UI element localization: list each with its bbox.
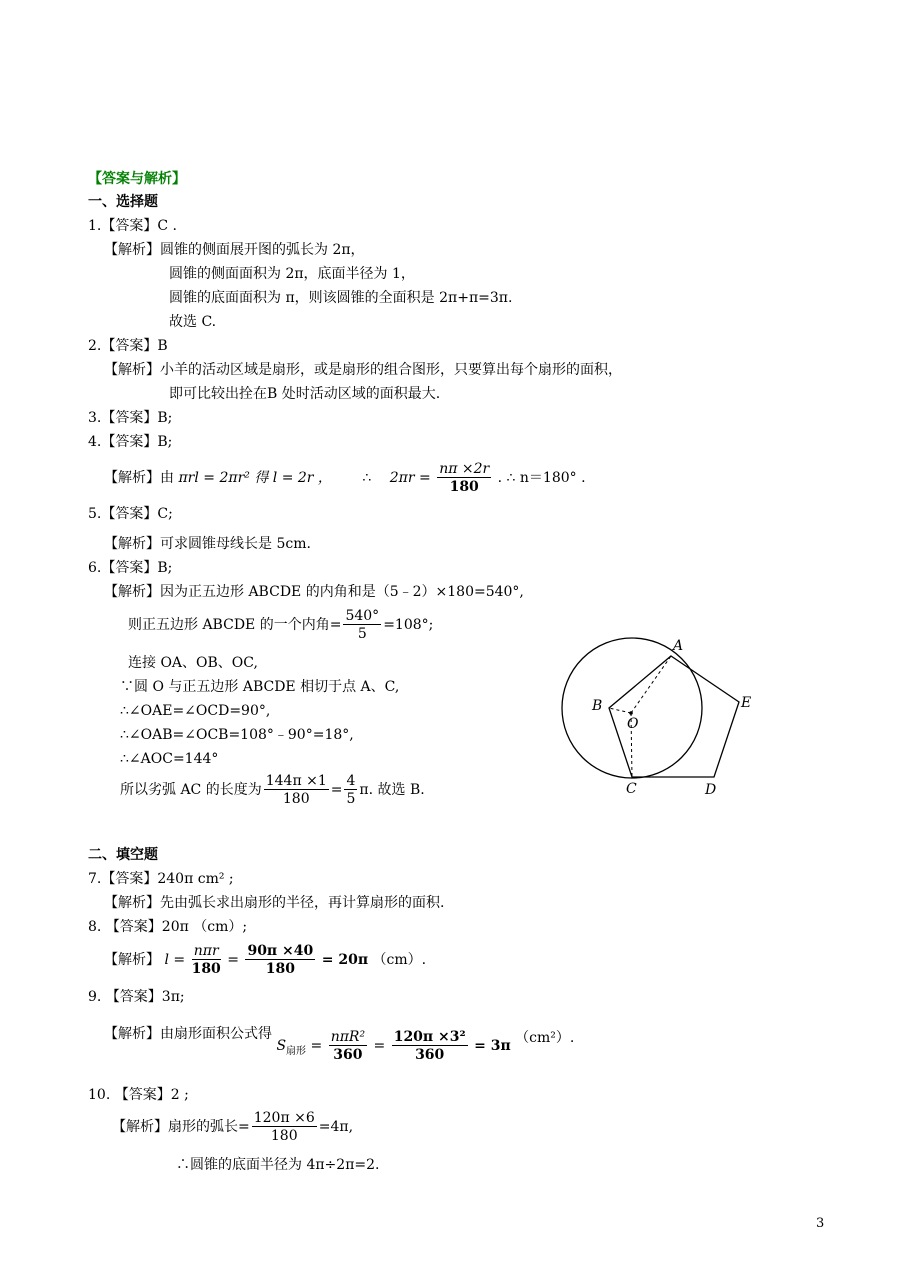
q4-fraction xyxy=(437,461,491,496)
q5-line1: 【解析】可求圆锥母线长是 5cm. xyxy=(104,536,311,552)
q6-line8 xyxy=(120,770,425,810)
q9-f1-den: 360 xyxy=(333,1046,363,1063)
q6-l8-fraction2 xyxy=(344,773,357,808)
q6-line1: 【解析】因为正五边形 ABCDE 的内角和是（5﹣2）×180=540°, xyxy=(104,584,524,600)
q10-answer: 10. 【答案】2 ; xyxy=(88,1087,189,1103)
q8-fraction1 xyxy=(192,943,221,978)
q9-s: S xyxy=(276,1038,287,1054)
q4-expr1: πrl = 2πr² 得 l = 2r ， xyxy=(178,470,332,486)
q6-l2-suffix: =108°; xyxy=(383,617,434,633)
q9-fraction1 xyxy=(329,1029,367,1064)
q5-answer: 5.【答案】C; xyxy=(88,506,173,522)
q6-line2 xyxy=(128,605,433,645)
q2-line1: 【解析】小羊的活动区域是扇形，或是扇形的组合图形，只要算出每个扇形的面积， xyxy=(104,362,622,378)
q9-answer: 9. 【答案】3π; xyxy=(88,989,185,1005)
q9-f2-den: 360 xyxy=(415,1046,445,1063)
q10-suffix: =4π, xyxy=(318,1119,354,1135)
q6-l8-mid: = xyxy=(330,782,343,798)
label-e: E xyxy=(741,695,752,711)
q6-l8-prefix: 所以劣弧 AC 的长度为 xyxy=(120,782,262,798)
section-choice: 一、选择题 xyxy=(88,194,158,210)
q4-answer: 4.【答案】B; xyxy=(88,434,173,450)
q2-line2: 即可比较出拴在B 处时活动区域的面积最大. xyxy=(169,386,441,402)
q6-line7: ∴∠AOC=144° xyxy=(120,751,219,767)
q4-therefore1: ∴ xyxy=(362,470,372,486)
q8-fraction2 xyxy=(245,943,315,978)
center-point-o xyxy=(629,711,633,715)
q8-f2-num: 90π ×40 xyxy=(247,942,314,959)
q8-suffix: （cm）. xyxy=(372,952,427,968)
q6-l8-num2: 4 xyxy=(346,772,356,789)
label-b: B xyxy=(592,698,603,714)
q9-prefix: 【解析】由扇形面积公式得 xyxy=(104,1026,272,1042)
q4-prefix: 【解析】由 xyxy=(104,470,174,486)
q8-answer: 8. 【答案】20π （cm）; xyxy=(88,919,248,935)
q2-answer: 2.【答案】B xyxy=(88,338,168,354)
q9-f1-num: nπR² xyxy=(330,1028,366,1045)
q10-explanation xyxy=(112,1106,353,1148)
label-c: C xyxy=(626,781,637,797)
q9-fraction2 xyxy=(392,1029,468,1064)
q9-sub: 扇形 xyxy=(286,1045,307,1057)
q10-line2: ∴圆锥的底面半径为 4π÷2π=2. xyxy=(176,1157,380,1173)
label-o: O xyxy=(627,716,639,732)
q6-l2-prefix: 则正五边形 ABCDE 的一个内角= xyxy=(128,617,342,633)
q8-result: = 20π xyxy=(321,952,369,968)
q4-therefore2: . ∴ n＝180° . xyxy=(497,470,586,486)
q8-prefix: 【解析】 xyxy=(104,952,160,968)
q6-l8-fraction1 xyxy=(264,773,329,808)
section-fill: 二、填空题 xyxy=(88,847,158,863)
q4-explanation xyxy=(104,459,586,497)
q6-l2-den: 5 xyxy=(357,625,367,642)
q9-explanation: 【解析】由扇形面积公式得 $S_{扇形}$ = $\frac{\text{nπR²}}{360}$ = $\frac{\text{120π ×3²}}{360}$ = 3π （cm²）. xyxy=(104,1026,575,1063)
q4-frac-num: nπ ×2r xyxy=(439,460,490,477)
q6-l8-den2: 5 xyxy=(346,790,356,807)
q8-f1-num: nπr xyxy=(192,943,221,960)
page-number: 3 xyxy=(816,1216,825,1231)
q6-l8-num: 144π ×1 xyxy=(265,772,327,789)
q7-line1: 【解析】先由弧长求出扇形的半径，再计算扇形的面积. xyxy=(104,895,445,911)
q6-answer: 6.【答案】B; xyxy=(88,560,173,576)
q6-l2-num: 540° xyxy=(345,607,380,624)
answer-heading: 【答案与解析】 xyxy=(88,171,186,187)
q9-suffix: （cm²）. xyxy=(515,1030,575,1046)
q6-line5: ∴∠OAE=∠OCD=90°, xyxy=(120,703,271,719)
q8-f2-den: 180 xyxy=(265,960,295,977)
label-d: D xyxy=(705,782,717,798)
q1-line4: 故选 C. xyxy=(169,314,217,330)
q1-line2: 圆锥的侧面面积为 2π，底面半径为 1， xyxy=(169,266,415,282)
q6-l8-suffix: π. 故选 B. xyxy=(359,782,425,798)
q9-lhs xyxy=(276,1038,307,1057)
q10-fraction xyxy=(252,1110,317,1145)
q9-f2-num: 120π ×3² xyxy=(393,1028,466,1045)
q6-line6: ∴∠OAB=∠OCB=108°﹣90°=18°, xyxy=(120,727,354,743)
q4-frac-den: 180 xyxy=(449,478,479,495)
q1-line3: 圆锥的底面面积为 π，则该圆锥的全面积是 2π+π=3π. xyxy=(169,290,513,306)
q7-answer: 7.【答案】240π cm² ; xyxy=(88,871,234,887)
q9-result: = 3π xyxy=(474,1038,511,1054)
q6-l2-fraction xyxy=(343,608,381,643)
q4-expr2: 2πr = xyxy=(389,470,431,486)
q6-line3: 连接 OA、OB、OC, xyxy=(128,655,258,671)
q8-lhs: l = xyxy=(164,952,186,968)
segment-ob xyxy=(609,708,631,713)
q3-answer: 3.【答案】B; xyxy=(88,410,173,426)
q6-l8-den: 180 xyxy=(282,790,310,807)
q1-answer: 1.【答案】C . xyxy=(88,218,177,234)
q10-prefix: 【解析】扇形的弧长= xyxy=(112,1119,250,1135)
q10-f-den: 180 xyxy=(270,1127,298,1144)
label-a: A xyxy=(673,638,684,654)
q1-line1: 【解析】圆锥的侧面展开图的弧长为 2π， xyxy=(104,242,365,258)
q8-explanation: 【解析】 l = $\frac{\text{nπr}}{180}$ = $\frac{90\pi \times 40}{180}$ = 20π （cm）. xyxy=(104,942,427,977)
q6-line4: ∵圆 O 与正五边形 ABCDE 相切于点 A、C, xyxy=(120,679,400,695)
q8-f1-den: 180 xyxy=(191,960,221,977)
q10-f-num: 120π ×6 xyxy=(253,1109,315,1126)
pentagon-circle-figure xyxy=(540,630,770,810)
